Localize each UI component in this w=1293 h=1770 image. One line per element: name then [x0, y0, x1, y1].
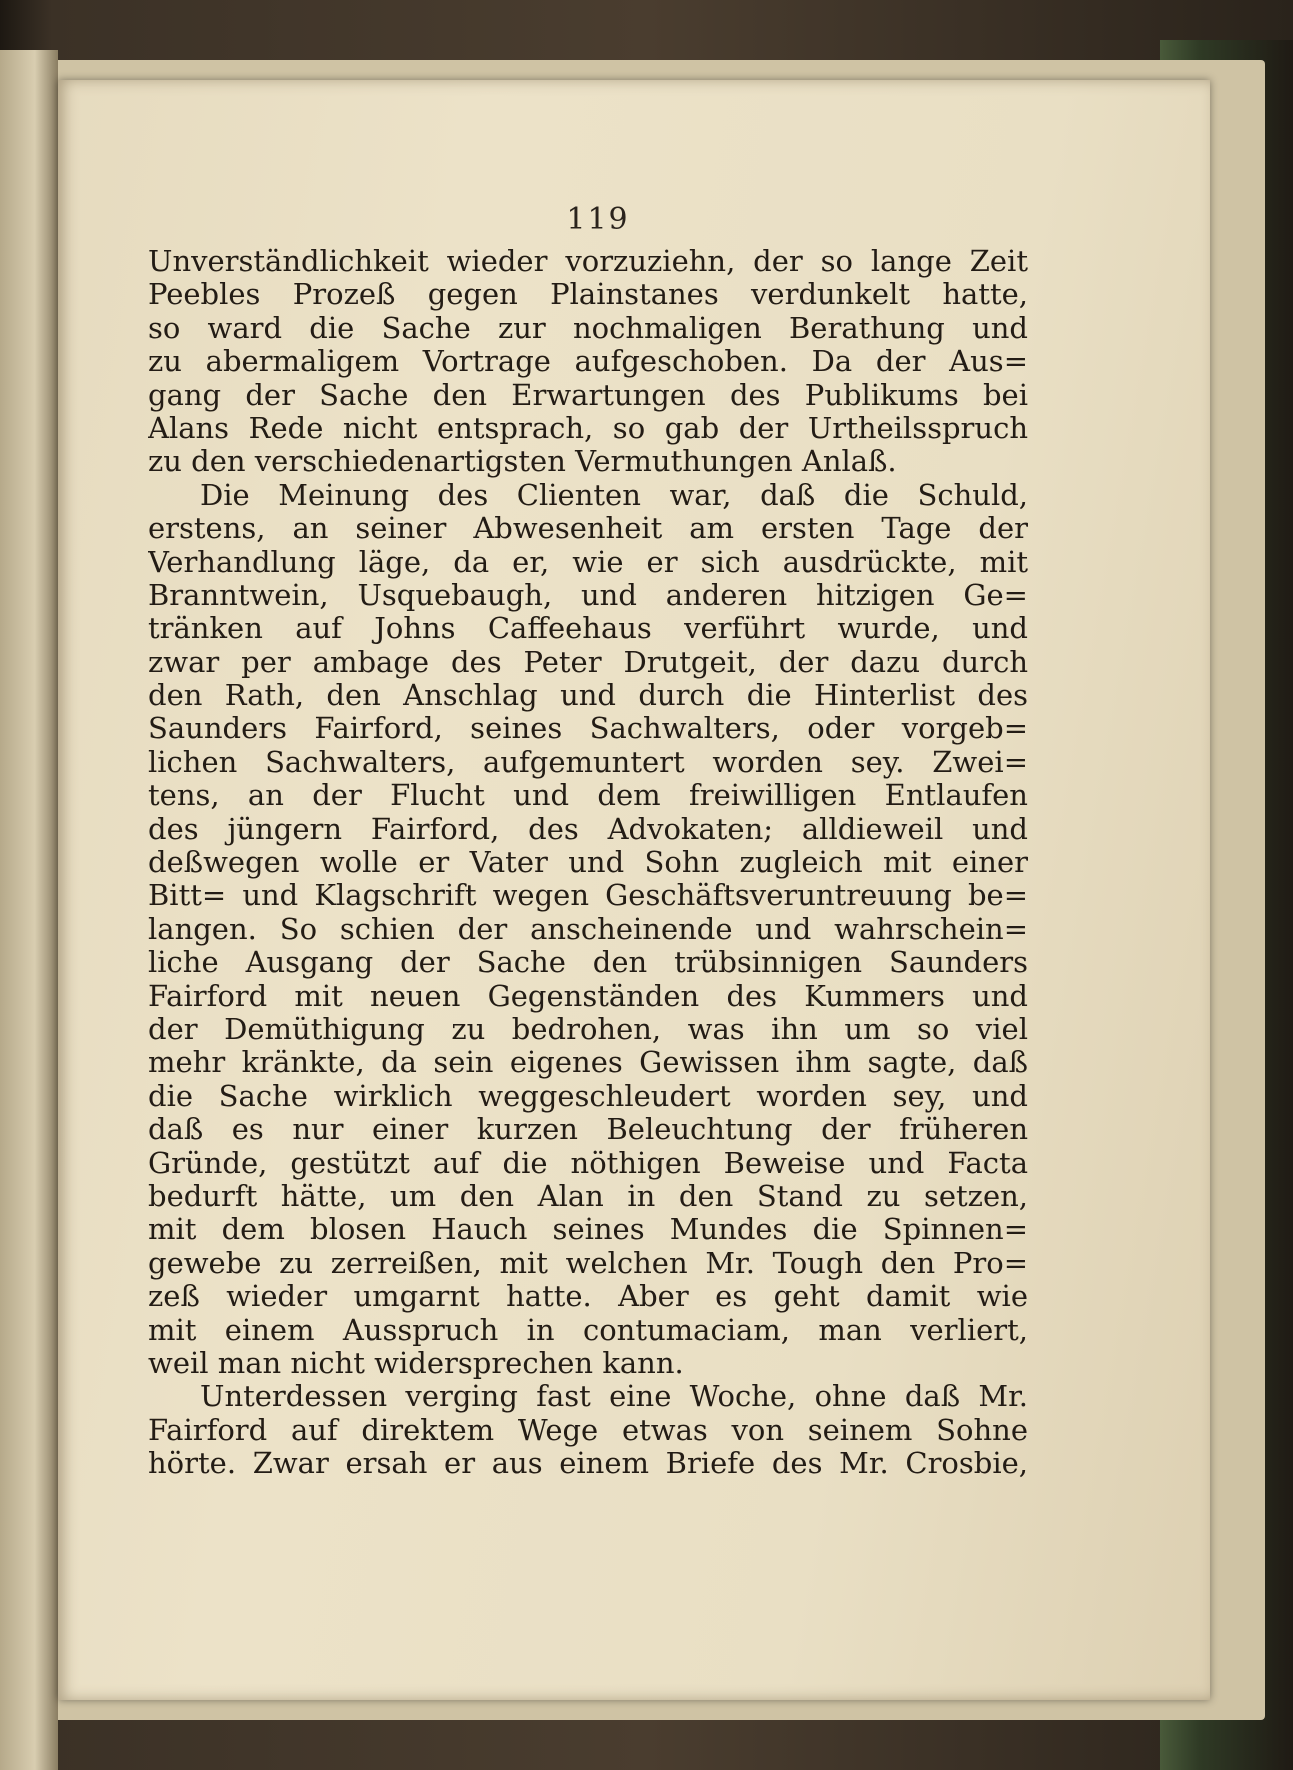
text-line: Fairford auf direktem Wege etwas von seinem Sohne	[148, 1413, 1028, 1447]
text-line: Bitt= und Klagschrift wegen Geschäftsveruntreuung be=	[148, 879, 1028, 913]
text-line: tränken auf Johns Caffeehaus verführt wurde, und	[148, 612, 1028, 646]
text-line: so ward die Sache zur nochmaligen Berathung und	[148, 311, 1028, 345]
text-line: lichen Sachwalters, aufgemuntert worden sey. Zwei=	[148, 745, 1028, 779]
text-line: Die Meinung des Clienten war, daß die Schuld,	[200, 478, 1028, 512]
text-line: Unverständlichkeit wieder vorzuziehn, der so lange Zeit	[148, 245, 1028, 278]
text-line: liche Ausgang der Sache den trübsinnigen Saunders	[148, 946, 1028, 980]
facing-page-edge	[0, 50, 58, 1770]
text-line: weil man nicht widersprechen kann.	[148, 1346, 684, 1380]
page-number: 119	[566, 202, 630, 237]
text-line: den Rath, den Anschlag und durch die Hinterlist des	[148, 679, 1028, 713]
book-page	[58, 80, 1210, 1700]
text-line: Gründe, gestützt auf die nöthigen Beweise und Facta	[148, 1146, 1028, 1180]
text-line: die Sache wirklich weggeschleudert worden sey, und	[148, 1079, 1028, 1113]
text-line: zu den verschiedenartigsten Vermuthungen Anlaß.	[148, 445, 897, 479]
text-line: Alans Rede nicht entsprach, so gab der Urtheilsspruch	[148, 411, 1028, 445]
text-line: zwar per ambage des Peter Drutgeit, der dazu durch	[148, 645, 1028, 679]
text-line: zeß wieder umgarnt hatte. Aber es geht damit wie	[148, 1280, 1028, 1314]
text-line: mehr kränkte, da sein eigenes Gewissen ihm sagte, daß	[148, 1046, 1028, 1080]
text-line: zu abermaligem Vortrage aufgeschoben. Da der Aus=	[148, 345, 1028, 379]
text-line: hörte. Zwar ersah er aus einem Briefe des Mr. Crosbie,	[148, 1447, 1028, 1481]
text-line: daß es nur einer kurzen Beleuchtung der früheren	[148, 1113, 1028, 1147]
body-text	[148, 245, 1028, 1480]
text-line: gang der Sache den Erwartungen des Publikums bei	[148, 378, 1028, 412]
text-line: Verhandlung läge, da er, wie er sich ausdrückte, mit	[148, 545, 1028, 579]
text-line: mit dem blosen Hauch seines Mundes die Spinnen=	[148, 1213, 1028, 1247]
text-line: der Demüthigung zu bedrohen, was ihn um so viel	[148, 1012, 1028, 1046]
text-line: Fairford mit neuen Gegenständen des Kummers und	[148, 979, 1028, 1013]
text-line: gewebe zu zerreißen, mit welchen Mr. Tough den Pro=	[148, 1246, 1028, 1280]
text-line: Branntwein, Usquebaugh, und anderen hitzigen Ge=	[148, 578, 1028, 612]
text-line: Saunders Fairford, seines Sachwalters, oder vorgeb=	[148, 712, 1028, 746]
text-line: Peebles Prozeß gegen Plainstanes verdunkelt hatte,	[148, 278, 1028, 312]
text-line: erstens, an seiner Abwesenheit am ersten Tage der	[148, 512, 1028, 546]
text-line: Unterdessen verging fast eine Woche, ohne daß Mr.	[200, 1380, 1028, 1414]
text-line: mit einem Ausspruch in contumaciam, man verliert,	[148, 1313, 1028, 1347]
text-line: des jüngern Fairford, des Advokaten; alldieweil und	[148, 812, 1028, 846]
text-line: deßwegen wolle er Vater und Sohn zugleich mit einer	[148, 846, 1028, 880]
text-line: tens, an der Flucht und dem freiwilligen Entlaufen	[148, 779, 1028, 813]
text-line: langen. So schien der anscheinende und wahrschein=	[148, 912, 1028, 946]
text-line: bedurft hätte, um den Alan in den Stand zu setzen,	[148, 1179, 1028, 1213]
